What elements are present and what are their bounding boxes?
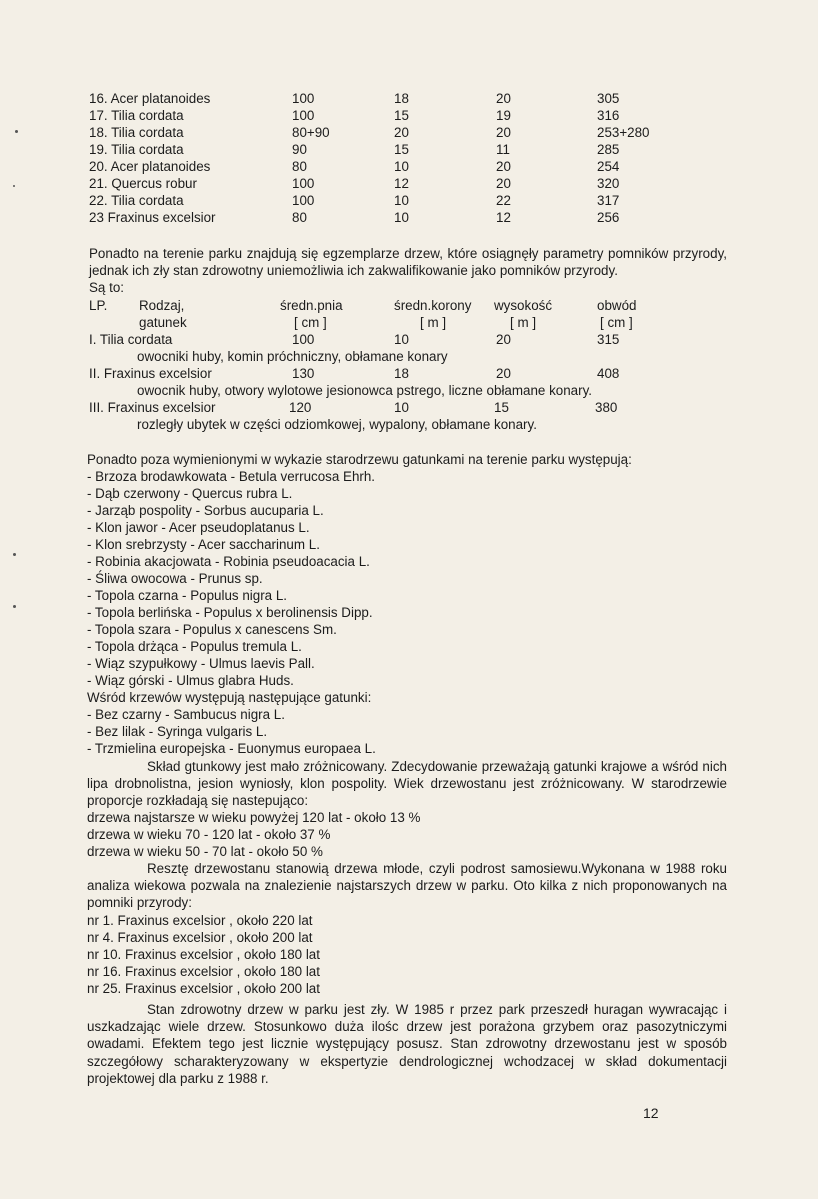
list-item: - Brzoza brodawkowata - Betula verrucosa Ehrh. (87, 469, 376, 484)
trunk-diameter: 100 (292, 332, 315, 347)
height: 20 (496, 91, 511, 106)
crown-diameter: 10 (394, 193, 409, 208)
crown-diameter: 15 (394, 142, 409, 157)
circumference: 315 (597, 332, 620, 347)
circumference: 408 (597, 366, 620, 381)
list-item: - Topola szara - Populus x canescens Sm. (87, 622, 337, 637)
species-name: 22. Tilia cordata (89, 193, 184, 208)
header-gatunek: gatunek (139, 315, 187, 330)
trunk-diameter: 80+90 (292, 125, 330, 140)
list-item: nr 25. Fraxinus excelsior , około 200 lat (87, 981, 320, 996)
table-row (0, 124, 818, 141)
crown-diameter: 12 (394, 176, 409, 191)
circumference: 256 (597, 210, 620, 225)
circumference: 285 (597, 142, 620, 157)
header-circumference: obwód (597, 298, 637, 313)
list-item: - Dąb czerwony - Quercus rubra L. (87, 486, 293, 501)
list-item: nr 4. Fraxinus excelsior , około 200 lat (87, 930, 313, 945)
list-item: - Wiąz górski - Ulmus glabra Huds. (87, 673, 294, 688)
table-row (0, 331, 818, 348)
table-row (0, 192, 818, 209)
damage-note: owocniki huby, komin próchniczny, obłamane konary (137, 349, 448, 364)
age-line: drzewa w wieku 70 - 120 lat - około 37 % (87, 827, 331, 842)
damage-note: owocnik huby, otwory wylotowe jesionowca pstrego, liczne obłamane konary. (137, 383, 593, 398)
header-unit-cm: [ cm ] (294, 315, 327, 330)
list-item: - Trzmielina europejska - Euonymus europaea L. (87, 741, 376, 756)
page-number: 12 (643, 1105, 659, 1121)
height: 12 (496, 210, 511, 225)
height: 22 (496, 193, 511, 208)
header-crown-diameter: średn.korony (394, 298, 472, 313)
crown-diameter: 10 (394, 400, 409, 415)
list-item: - Bez czarny - Sambucus nigra L. (87, 707, 285, 722)
trunk-diameter: 100 (292, 193, 315, 208)
height: 20 (496, 332, 511, 347)
young-trees-paragraph: Resztę drzewostanu stanowią drzewa młode, czyli podrost samosiewu.Wykonana w 1988 roku analiza wiekowa pozwala na znalezienie najstarszych drzew w parku. Oto kilka z nich proponowanych na pomniki przyrody: (87, 861, 727, 911)
header-lp: LP. (89, 298, 108, 313)
trunk-diameter: 100 (292, 176, 315, 191)
list-item: nr 1. Fraxinus excelsior , około 220 lat (87, 913, 313, 928)
species-intro: Ponadto poza wymienionymi w wykazie starodrzewu gatunkami na terenie parku występują: (87, 452, 632, 467)
height: 20 (496, 125, 511, 140)
species-name: 23 Fraxinus excelsior (89, 210, 216, 225)
table-row (0, 158, 818, 175)
header-height: wysokość (494, 298, 553, 313)
height: 19 (496, 108, 511, 123)
table-row (0, 141, 818, 158)
list-item: - Robinia akacjowata - Robinia pseudoacacia L. (87, 554, 370, 569)
shrubs-intro: Wśród krzewów występują następujące gatunki: (87, 690, 372, 705)
species-name: 21. Quercus robur (89, 176, 197, 191)
species-name: 20. Acer platanoides (89, 159, 211, 174)
circumference: 320 (597, 176, 620, 191)
list-item: - Klon jawor - Acer pseudoplatanus L. (87, 520, 310, 535)
list-item: - Topola berlińska - Populus x berolinensis Dipp. (87, 605, 373, 620)
list-item: - Śliwa owocowa - Prunus sp. (87, 571, 263, 586)
trunk-diameter: 100 (292, 91, 315, 106)
species-name: 18. Tilia cordata (89, 125, 184, 140)
species-name: I. Tilia cordata (89, 332, 173, 347)
crown-diameter: 20 (394, 125, 409, 140)
circumference: 380 (595, 400, 618, 415)
table-row (0, 175, 818, 192)
scan-speck (13, 605, 16, 608)
list-item: - Bez lilak - Syringa vulgaris L. (87, 724, 268, 739)
table-row (0, 90, 818, 107)
list-item: nr 16. Fraxinus excelsior , około 180 lat (87, 964, 320, 979)
list-item: - Jarząb pospolity - Sorbus aucuparia L. (87, 503, 324, 518)
species-name: III. Fraxinus excelsior (89, 400, 216, 415)
age-line: drzewa najstarsze w wieku powyżej 120 lat - około 13 % (87, 810, 421, 825)
header-unit-cm: [ cm ] (600, 315, 633, 330)
trunk-diameter: 90 (292, 142, 307, 157)
list-item: - Klon srebrzysty - Acer saccharinum L. (87, 537, 320, 552)
height: 11 (496, 142, 510, 157)
trunk-diameter: 120 (289, 400, 312, 415)
circumference: 316 (597, 108, 620, 123)
list-item: - Topola drżąca - Populus tremula L. (87, 639, 302, 654)
health-paragraph: Stan zdrowotny drzew w parku jest zły. W 1985 r przez park przeszedł huragan wywracając i uszkadzając wiele drzew. Stosunkowo duża ilośc drzew jest porażona grzybem oraz pasozytniczymi owadami. Efektem tego jest licznie występujący posusz. Stan zdrowotny drzewostanu jest w sposób szczegółowy scharakteryzowany w ekspertyzie dendrologicznej wchodzacej w skład dokumentacji projektowej dla parku z 1988 r. (87, 1002, 727, 1086)
header-rodzaj: Rodzaj, (139, 298, 185, 313)
header-unit-m: [ m ] (420, 315, 447, 330)
species-name: II. Fraxinus excelsior (89, 366, 212, 381)
intro-paragraph: Ponadto na terenie parku znajdują się egzemplarze drzew, które osiągnęły parametry pomników przyrody, jednak ich zły stan zdrowotny uniemożliwia ich zakwalifikowanie jako pomników przyrody. (89, 246, 727, 279)
composition-paragraph: Skład gtunkowy jest mało zróżnicowany. Zdecydowanie przeważają gatunki krajowe a wśród nich lipa drobnolistna, jesion wyniosły, klon pospolity. Wiek drzewostanu jest zróżnicowany. W starodrzewie proporcje rozkładają się nastepująco: (87, 759, 727, 809)
scan-speck (13, 553, 16, 556)
crown-diameter: 15 (394, 108, 409, 123)
table-row (0, 365, 818, 382)
height: 20 (496, 176, 511, 191)
crown-diameter: 18 (394, 366, 409, 381)
circumference: 305 (597, 91, 620, 106)
crown-diameter: 10 (394, 159, 409, 174)
circumference: 317 (597, 193, 620, 208)
species-name: 16. Acer platanoides (89, 91, 211, 106)
height: 15 (494, 400, 509, 415)
header-trunk-diameter: średn.pnia (280, 298, 343, 313)
sa-to-label: Są to: (89, 280, 124, 295)
trunk-diameter: 100 (292, 108, 315, 123)
crown-diameter: 10 (394, 210, 409, 225)
crown-diameter: 10 (394, 332, 409, 347)
list-item: - Topola czarna - Populus nigra L. (87, 588, 287, 603)
header-unit-m: [ m ] (510, 315, 537, 330)
table-row (0, 107, 818, 124)
trunk-diameter: 80 (292, 210, 307, 225)
table-header-row (0, 314, 818, 331)
height: 20 (496, 366, 511, 381)
trunk-diameter: 80 (292, 159, 307, 174)
circumference: 253+280 (597, 125, 650, 140)
species-name: 19. Tilia cordata (89, 142, 184, 157)
circumference: 254 (597, 159, 620, 174)
list-item: - Wiąz szypułkowy - Ulmus laevis Pall. (87, 656, 315, 671)
table-header-row (0, 297, 818, 314)
trunk-diameter: 130 (292, 366, 315, 381)
table-row (0, 399, 818, 416)
age-line: drzewa w wieku 50 - 70 lat - około 50 % (87, 844, 323, 859)
height: 20 (496, 159, 511, 174)
table-row (0, 209, 818, 226)
list-item: nr 10. Fraxinus excelsior , około 180 lat (87, 947, 320, 962)
species-name: 17. Tilia cordata (89, 108, 184, 123)
damage-note: rozległy ubytek w części odziomkowej, wypalony, obłamane konary. (137, 417, 537, 432)
crown-diameter: 18 (394, 91, 409, 106)
